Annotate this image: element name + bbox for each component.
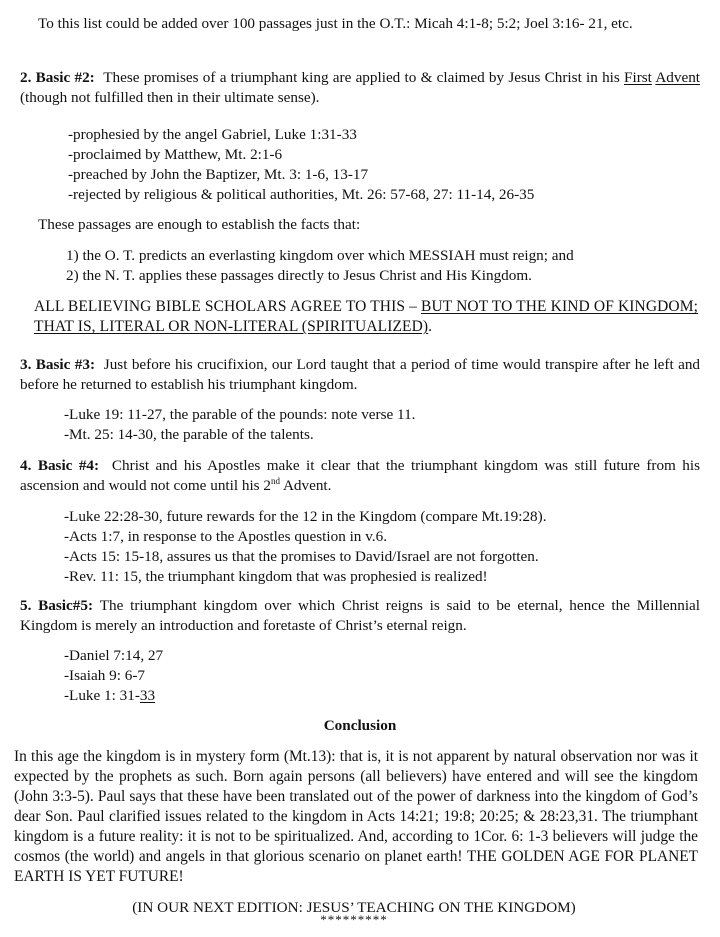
scholars-text: ALL BELIEVING BIBLE SCHOLARS AGREE TO THIS – [34, 298, 422, 315]
scholars-statement [34, 297, 698, 337]
list-item: -prophesied by the angel Gabriel, Luke 1:31-33 [68, 126, 357, 143]
basic5-number: 5. [20, 597, 32, 614]
list-item: -Rev. 11: 15, the triumphant kingdom that was prophesied is realized! [64, 568, 488, 585]
basic2-text-b: (though not fulfilled then in their ultimate sense). [20, 89, 320, 106]
conclusion-text: In this age the kingdom is in mystery form (Mt.13): that is, it is not apparent by natural observation nor was it expected by the prophets as such. Born again persons (all believers) have entered and will see the kingdom (John 3:3-5). Paul says that these have been translated out of the power of darkness into the kingdom of God’s dear Son. Paul clarified issues related to the kingdom in Acts 14:21; 19:8; 20:25; & 28:23,31. The triumphant kingdom is a future reality: it is not to be spiritualized. And, according to 1Cor. 6: 1-3 believers will judge the cosmos (the world) and angels in that glorious scenario on planet earth! THE GOLDEN AGE FOR PLANET EARTH IS YET FUTURE! [14, 748, 698, 885]
basic2-text-a: These promises of a triumphant king are applied to & claimed by Jesus Christ in his [103, 69, 625, 86]
basic2-section [20, 68, 700, 108]
list-item: -Mt. 25: 14-30, the parable of the talents. [64, 426, 314, 443]
conclusion-paragraph [14, 747, 698, 887]
basic4-label: Basic #4: [37, 457, 100, 474]
last-item-underlined: 33 [139, 687, 156, 704]
basic4-text-a: Christ and his Apostles make it clear that the triumphant kingdom was still future from his ascension and would not come until his 2 [20, 457, 701, 494]
basic4-paragraph [20, 456, 700, 496]
facts-intro-text: These passages are enough to establish the facts that: [38, 216, 361, 233]
basic3-paragraph [20, 355, 700, 395]
facts-intro [38, 215, 360, 235]
basic4-number: 4. [20, 457, 32, 474]
basic5-paragraph [20, 596, 700, 636]
basic3-label: Basic #3: [35, 356, 96, 373]
list-item: -Acts 1:7, in response to the Apostles question in v.6. [64, 528, 387, 545]
intro-paragraph [38, 14, 698, 34]
scholars-underlined-1: BUT NOT TO THE KIND OF KINGDOM; [421, 298, 698, 315]
basic2-first: First [624, 69, 652, 86]
list-item: 1) the O. T. predicts an everlasting kingdom over which MESSIAH must reign; and [66, 247, 574, 264]
conclusion-heading [0, 716, 720, 736]
basic4-sup: nd [270, 476, 280, 486]
basic3-number: 3. [20, 356, 32, 373]
scholars-underlined-2: THAT IS, LITERAL OR NON-LITERAL (SPIRITUALIZED) [34, 318, 429, 335]
next-edition-text: (IN OUR NEXT EDITION: JESUS’ TEACHING ON THE KINGDOM) [132, 899, 576, 916]
facts-list [66, 246, 574, 286]
list-item [64, 686, 163, 706]
scholars-end: . [428, 318, 433, 335]
list-item: -Acts 15: 15-18, assures us that the promises to David/Israel are not forgotten. [64, 548, 539, 565]
stars-divider [0, 913, 708, 927]
basic2-number: 2. [20, 69, 32, 86]
list-item: -rejected by religious & political authorities, Mt. 26: 57-68, 27: 11-14, 26-35 [68, 186, 535, 203]
basic4-text-b: Advent. [279, 477, 332, 494]
conclusion-heading-text: Conclusion [323, 717, 397, 734]
basic5-label: Basic#5: [38, 597, 93, 614]
list-item: -proclaimed by Matthew, Mt. 2:1-6 [68, 146, 283, 163]
basic5-text: The triumphant kingdom over which Christ reigns is said to be eternal, hence the Millennial Kingdom is merely an introduction and foretaste of Christ’s eternal reign. [20, 597, 701, 634]
basic5-list [64, 646, 163, 706]
last-item-text: -Luke 1: 31- [64, 687, 140, 704]
stars-text: ********* [320, 912, 388, 927]
list-item: -Luke 19: 11-27, the parable of the pounds: note verse 11. [64, 406, 416, 423]
basic2-advent: Advent [655, 69, 701, 86]
list-item: -preached by John the Baptizer, Mt. 3: 1-6, 13-17 [68, 166, 369, 183]
basic2-label: Basic #2: [35, 69, 95, 86]
basic2-list [68, 125, 534, 205]
list-item: -Daniel 7:14, 27 [64, 647, 164, 664]
list-item: -Isaiah 9: 6-7 [64, 667, 145, 684]
list-item: -Luke 22:28-30, future rewards for the 12 in the Kingdom (compare Mt.19:28). [64, 508, 547, 525]
basic3-text: Just before his crucifixion, our Lord taught that a period of time would transpire after he left and before he returned to establish his triumphant kingdom. [20, 356, 701, 393]
intro-text: To this list could be added over 100 passages just in the O.T.: Micah 4:1-8; 5:2; Joel 3:16- 21, etc. [38, 15, 633, 32]
list-item: 2) the N. T. applies these passages directly to Jesus Christ and His Kingdom. [66, 267, 532, 284]
basic3-list [64, 405, 415, 445]
basic4-list [64, 507, 547, 587]
basic2-heading-paragraph [20, 68, 700, 108]
